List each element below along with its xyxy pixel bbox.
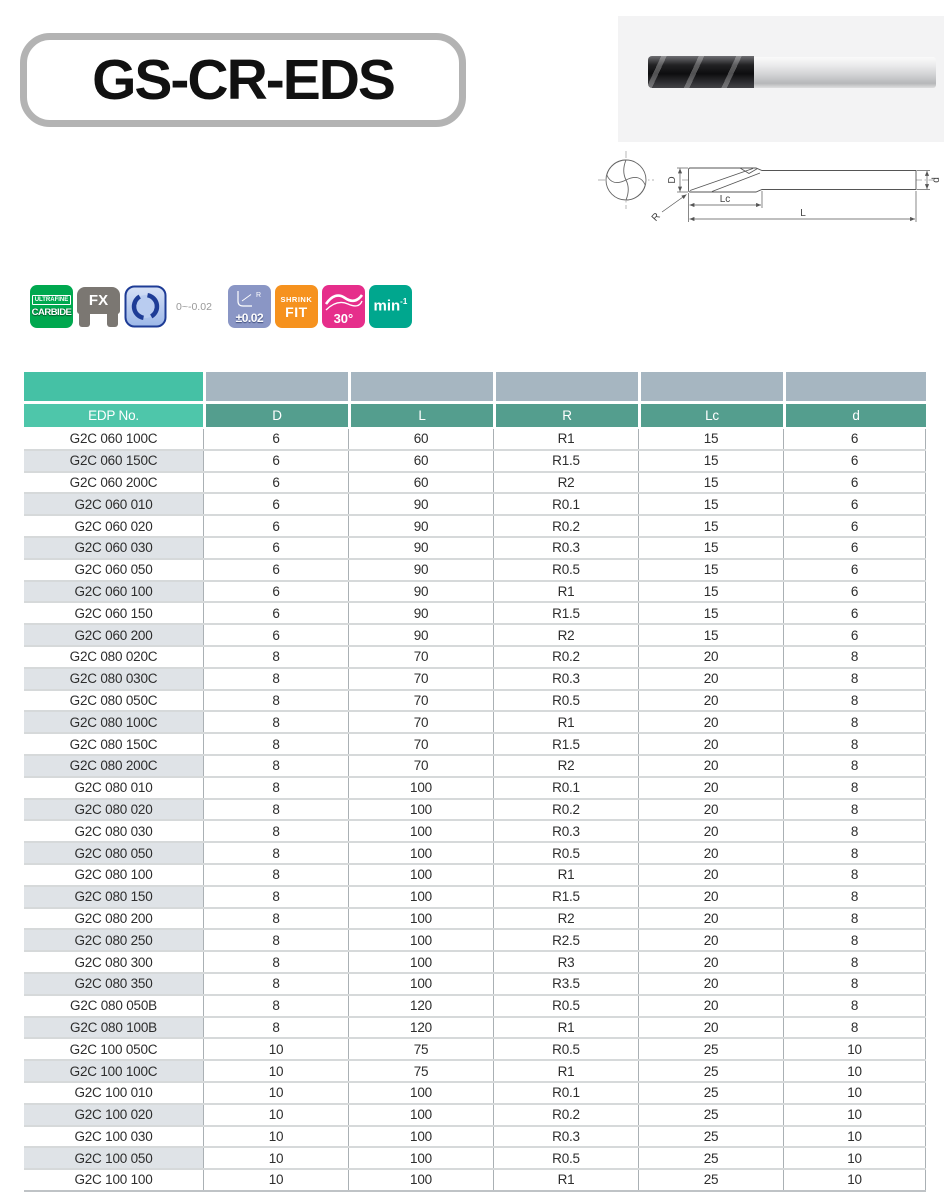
value-cell: 10: [783, 1127, 926, 1147]
value-cell: 100: [348, 909, 493, 929]
value-cell: 6: [783, 494, 926, 514]
value-cell: R1.5: [493, 887, 638, 907]
edp-no-cell: G2C 080 030C: [24, 669, 203, 689]
rpm-icon: [369, 285, 412, 328]
radius-tolerance-icon: [228, 285, 271, 328]
value-cell: 8: [783, 1018, 926, 1038]
value-cell: 15: [638, 451, 783, 471]
edp-no-cell: G2C 080 200: [24, 909, 203, 929]
value-cell: 70: [348, 669, 493, 689]
value-cell: 6: [783, 451, 926, 471]
value-cell: R1: [493, 1170, 638, 1190]
value-cell: 20: [638, 952, 783, 972]
helix-angle-icon: [322, 285, 365, 328]
value-cell: 70: [348, 756, 493, 776]
edp-no-cell: G2C 080 020C: [24, 647, 203, 667]
value-cell: 100: [348, 974, 493, 994]
value-cell: R2: [493, 473, 638, 493]
value-cell: R1.5: [493, 451, 638, 471]
value-cell: R1: [493, 1018, 638, 1038]
value-cell: 6: [203, 625, 348, 645]
value-cell: 75: [348, 1061, 493, 1081]
value-cell: 8: [783, 843, 926, 863]
endmill-flute-image: [648, 56, 754, 88]
value-cell: 8: [783, 800, 926, 820]
value-cell: 10: [783, 1105, 926, 1125]
value-cell: 8: [203, 756, 348, 776]
value-cell: 25: [638, 1061, 783, 1081]
end-view: [598, 151, 654, 209]
header-Lc: Lc: [638, 404, 783, 427]
value-cell: R0.5: [493, 560, 638, 580]
table-row: [24, 778, 926, 800]
table-header-row: [24, 404, 926, 427]
value-cell: 10: [203, 1170, 348, 1190]
value-cell: 8: [783, 865, 926, 885]
feature-icons: [30, 285, 412, 328]
value-cell: 20: [638, 887, 783, 907]
table-row: [24, 996, 926, 1018]
fit-label: FIT: [285, 304, 308, 320]
edp-no-cell: G2C 100 050: [24, 1148, 203, 1168]
value-cell: 100: [348, 778, 493, 798]
value-cell: 25: [638, 1148, 783, 1168]
value-cell: R0.1: [493, 778, 638, 798]
value-cell: 10: [203, 1039, 348, 1059]
value-cell: 8: [203, 974, 348, 994]
edp-no-cell: G2C 060 200: [24, 625, 203, 645]
table-row: [24, 1148, 926, 1170]
table-row: [24, 734, 926, 756]
runout-icon-svg: [124, 285, 167, 328]
value-cell: 6: [203, 560, 348, 580]
edp-no-cell: G2C 080 020: [24, 800, 203, 820]
value-cell: 60: [348, 429, 493, 449]
value-cell: R0.5: [493, 996, 638, 1016]
value-cell: 8: [203, 996, 348, 1016]
table-row: [24, 1083, 926, 1105]
table-row: [24, 538, 926, 560]
dim-label-d: d: [931, 177, 942, 183]
dim-label-D: D: [667, 176, 678, 184]
table-row: [24, 821, 926, 843]
table-row: [24, 887, 926, 909]
value-cell: 20: [638, 712, 783, 732]
ultrafine-carbide-icon: [30, 285, 73, 328]
value-cell: 8: [203, 843, 348, 863]
table-row: [24, 451, 926, 473]
value-cell: 75: [348, 1039, 493, 1059]
table-top-band: [24, 372, 926, 401]
value-cell: 15: [638, 625, 783, 645]
runout-icon: [124, 285, 167, 328]
value-cell: 20: [638, 778, 783, 798]
table-row: [24, 494, 926, 516]
value-cell: 100: [348, 1127, 493, 1147]
value-cell: 100: [348, 930, 493, 950]
value-cell: 8: [203, 1018, 348, 1038]
value-cell: 15: [638, 560, 783, 580]
value-cell: 10: [203, 1105, 348, 1125]
edp-no-cell: G2C 060 150C: [24, 451, 203, 471]
value-cell: R1.5: [493, 734, 638, 754]
value-cell: 6: [203, 473, 348, 493]
table-row: [24, 1039, 926, 1061]
shrink-label: SHRINK: [280, 295, 313, 304]
edp-no-cell: G2C 100 030: [24, 1127, 203, 1147]
value-cell: 6: [203, 582, 348, 602]
table-row: [24, 691, 926, 713]
value-cell: 100: [348, 800, 493, 820]
value-cell: 15: [638, 582, 783, 602]
value-cell: 70: [348, 691, 493, 711]
edp-no-cell: G2C 100 100: [24, 1170, 203, 1190]
value-cell: R0.3: [493, 1127, 638, 1147]
table-row: [24, 712, 926, 734]
value-cell: 8: [783, 691, 926, 711]
product-photo: [618, 16, 944, 142]
value-cell: 20: [638, 821, 783, 841]
value-cell: 90: [348, 516, 493, 536]
edp-no-cell: G2C 080 050C: [24, 691, 203, 711]
table-row: [24, 1127, 926, 1149]
value-cell: 8: [783, 669, 926, 689]
value-cell: 6: [783, 625, 926, 645]
value-cell: 8: [203, 647, 348, 667]
edp-no-cell: G2C 100 020: [24, 1105, 203, 1125]
value-cell: 70: [348, 712, 493, 732]
value-cell: 20: [638, 734, 783, 754]
value-cell: R2.5: [493, 930, 638, 950]
value-cell: 100: [348, 843, 493, 863]
edp-no-cell: G2C 080 100B: [24, 1018, 203, 1038]
value-cell: R0.2: [493, 800, 638, 820]
value-cell: 10: [203, 1148, 348, 1168]
value-cell: 8: [783, 996, 926, 1016]
table-row: [24, 625, 926, 647]
edp-no-cell: G2C 060 100: [24, 582, 203, 602]
edp-no-cell: G2C 080 350: [24, 974, 203, 994]
value-cell: 10: [783, 1061, 926, 1081]
edp-no-cell: G2C 060 050: [24, 560, 203, 580]
value-cell: R1: [493, 1061, 638, 1081]
value-cell: 90: [348, 560, 493, 580]
edp-no-cell: G2C 080 050B: [24, 996, 203, 1016]
edp-no-cell: G2C 080 150C: [24, 734, 203, 754]
edp-no-cell: G2C 080 250: [24, 930, 203, 950]
table-row: [24, 473, 926, 495]
carbide-line2: CARBIDE: [31, 307, 72, 318]
value-cell: 100: [348, 821, 493, 841]
value-cell: 60: [348, 473, 493, 493]
shrink-fit-icon: [275, 285, 318, 328]
radius-tolerance-glyph: [228, 286, 271, 314]
value-cell: 25: [638, 1083, 783, 1103]
fx-icon-leg: [107, 312, 118, 327]
edp-no-cell: G2C 080 200C: [24, 756, 203, 776]
value-cell: 15: [638, 429, 783, 449]
value-cell: 10: [783, 1083, 926, 1103]
value-cell: 20: [638, 1018, 783, 1038]
edp-no-cell: G2C 080 100C: [24, 712, 203, 732]
value-cell: 10: [783, 1039, 926, 1059]
edp-no-cell: G2C 060 030: [24, 538, 203, 558]
value-cell: 10: [783, 1170, 926, 1190]
value-cell: R0.3: [493, 821, 638, 841]
value-cell: 100: [348, 1105, 493, 1125]
value-cell: 10: [203, 1083, 348, 1103]
value-cell: 8: [783, 756, 926, 776]
edp-no-cell: G2C 060 020: [24, 516, 203, 536]
table-row: [24, 1061, 926, 1083]
value-cell: 100: [348, 1148, 493, 1168]
value-cell: 90: [348, 538, 493, 558]
value-cell: 8: [783, 974, 926, 994]
table-row: [24, 865, 926, 887]
value-cell: 100: [348, 1083, 493, 1103]
value-cell: R0.2: [493, 647, 638, 667]
value-cell: 8: [203, 712, 348, 732]
table-row: [24, 756, 926, 778]
header-d: d: [783, 404, 926, 427]
value-cell: 20: [638, 843, 783, 863]
value-cell: 8: [203, 821, 348, 841]
value-cell: 8: [203, 691, 348, 711]
band-cell: [493, 372, 638, 401]
edp-no-cell: G2C 060 200C: [24, 473, 203, 493]
table-row: [24, 647, 926, 669]
value-cell: 70: [348, 734, 493, 754]
value-cell: R0.2: [493, 1105, 638, 1125]
value-cell: 8: [783, 930, 926, 950]
value-cell: 8: [783, 647, 926, 667]
table-row: [24, 560, 926, 582]
table-row: [24, 669, 926, 691]
edp-no-cell: G2C 100 010: [24, 1083, 203, 1103]
runout-tolerance-note: 0~-0.02: [176, 300, 212, 313]
spec-table: [24, 372, 926, 1192]
edp-no-cell: G2C 080 050: [24, 843, 203, 863]
table-row: [24, 516, 926, 538]
value-cell: R1: [493, 429, 638, 449]
band-cell: [348, 372, 493, 401]
table-row: [24, 582, 926, 604]
value-cell: 6: [203, 494, 348, 514]
header-R: R: [493, 404, 638, 427]
tolerance-r-label: R: [255, 292, 261, 299]
dimension-diagram: [594, 142, 944, 234]
value-cell: 6: [783, 516, 926, 536]
value-cell: R0.5: [493, 691, 638, 711]
value-cell: R2: [493, 625, 638, 645]
value-cell: 8: [203, 800, 348, 820]
rpm-label: $\min^{-1}$: [373, 297, 408, 315]
value-cell: R0.3: [493, 669, 638, 689]
table-row: [24, 800, 926, 822]
value-cell: R0.5: [493, 1148, 638, 1168]
value-cell: 6: [783, 538, 926, 558]
carbide-line1: ULTRAFINE: [32, 295, 72, 305]
value-cell: 10: [783, 1148, 926, 1168]
value-cell: R1.5: [493, 603, 638, 623]
value-cell: 20: [638, 691, 783, 711]
value-cell: R0.3: [493, 538, 638, 558]
table-row: [24, 429, 926, 451]
edp-no-cell: G2C 060 150: [24, 603, 203, 623]
value-cell: 8: [203, 865, 348, 885]
value-cell: 6: [203, 429, 348, 449]
value-cell: 6: [783, 473, 926, 493]
edp-no-cell: G2C 080 300: [24, 952, 203, 972]
value-cell: 20: [638, 996, 783, 1016]
value-cell: R0.5: [493, 843, 638, 863]
value-cell: 90: [348, 494, 493, 514]
value-cell: R2: [493, 909, 638, 929]
series-title-box: [20, 33, 466, 127]
value-cell: R0.2: [493, 516, 638, 536]
value-cell: 8: [203, 778, 348, 798]
value-cell: R0.5: [493, 1039, 638, 1059]
endmill-shank-image: [754, 57, 936, 88]
dim-label-L: L: [800, 208, 806, 219]
fx-icon-leg: [79, 312, 90, 327]
value-cell: 15: [638, 494, 783, 514]
edp-no-cell: G2C 060 010: [24, 494, 203, 514]
value-cell: 120: [348, 1018, 493, 1038]
value-cell: 100: [348, 887, 493, 907]
value-cell: 25: [638, 1105, 783, 1125]
band-cell: [203, 372, 348, 401]
table-row: [24, 843, 926, 865]
value-cell: 20: [638, 930, 783, 950]
edp-no-cell: G2C 080 030: [24, 821, 203, 841]
value-cell: 100: [348, 1170, 493, 1190]
table-row: [24, 930, 926, 952]
table-row: [24, 1018, 926, 1040]
value-cell: 10: [203, 1127, 348, 1147]
value-cell: R1: [493, 865, 638, 885]
value-cell: 15: [638, 538, 783, 558]
value-cell: 90: [348, 582, 493, 602]
value-cell: 15: [638, 516, 783, 536]
value-cell: R2: [493, 756, 638, 776]
value-cell: 8: [203, 909, 348, 929]
fx-label: FX: [88, 292, 109, 309]
table-row: [24, 952, 926, 974]
dimension-diagram-svg: [594, 142, 944, 234]
value-cell: 8: [203, 930, 348, 950]
dim-label-R: R: [649, 210, 663, 224]
helix-swoosh: [322, 287, 365, 313]
value-cell: 70: [348, 647, 493, 667]
value-cell: 6: [203, 516, 348, 536]
value-cell: 20: [638, 669, 783, 689]
value-cell: R0.1: [493, 494, 638, 514]
header-L: L: [348, 404, 493, 427]
dim-label-Lc: Lc: [719, 194, 731, 205]
value-cell: 25: [638, 1170, 783, 1190]
edp-no-cell: G2C 060 100C: [24, 429, 203, 449]
value-cell: 8: [783, 778, 926, 798]
band-cell: [638, 372, 783, 401]
table-row: [24, 1170, 926, 1192]
value-cell: 8: [203, 952, 348, 972]
value-cell: 15: [638, 603, 783, 623]
band-cell: [24, 372, 203, 401]
value-cell: 6: [203, 603, 348, 623]
value-cell: 20: [638, 909, 783, 929]
value-cell: 90: [348, 603, 493, 623]
value-cell: 8: [783, 952, 926, 972]
value-cell: 8: [783, 909, 926, 929]
band-cell: [783, 372, 926, 401]
tolerance-value: ±0.02: [235, 311, 264, 325]
fx-coating-icon: [77, 285, 120, 328]
header-edp-no: EDP No.: [24, 404, 203, 427]
table-row: [24, 603, 926, 625]
edp-no-cell: G2C 080 010: [24, 778, 203, 798]
value-cell: 20: [638, 756, 783, 776]
value-cell: 6: [783, 429, 926, 449]
value-cell: 90: [348, 625, 493, 645]
value-cell: 6: [783, 603, 926, 623]
value-cell: 8: [783, 712, 926, 732]
value-cell: 8: [203, 669, 348, 689]
edp-no-cell: G2C 100 050C: [24, 1039, 203, 1059]
value-cell: 8: [783, 887, 926, 907]
value-cell: 100: [348, 865, 493, 885]
side-view: [682, 168, 934, 192]
value-cell: 20: [638, 647, 783, 667]
edp-no-cell: G2C 080 100: [24, 865, 203, 885]
value-cell: 6: [783, 582, 926, 602]
spec-table-body: [24, 429, 926, 1192]
value-cell: 6: [783, 560, 926, 580]
edp-no-cell: G2C 100 100C: [24, 1061, 203, 1081]
value-cell: 10: [203, 1061, 348, 1081]
header-D: D: [203, 404, 348, 427]
edp-no-cell: G2C 080 150: [24, 887, 203, 907]
value-cell: R0.1: [493, 1083, 638, 1103]
value-cell: 120: [348, 996, 493, 1016]
value-cell: 8: [783, 821, 926, 841]
value-cell: 25: [638, 1127, 783, 1147]
value-cell: R1: [493, 582, 638, 602]
value-cell: 8: [783, 734, 926, 754]
helix-angle-value: 30°: [333, 311, 354, 326]
value-cell: 15: [638, 473, 783, 493]
value-cell: R1: [493, 712, 638, 732]
value-cell: 20: [638, 800, 783, 820]
value-cell: R3.5: [493, 974, 638, 994]
fx-icon-body: [77, 287, 120, 314]
table-row: [24, 909, 926, 931]
value-cell: 6: [203, 538, 348, 558]
page-title: GS-CR-EDS: [92, 48, 394, 112]
value-cell: 20: [638, 974, 783, 994]
value-cell: 60: [348, 451, 493, 471]
value-cell: 8: [203, 734, 348, 754]
value-cell: 25: [638, 1039, 783, 1059]
value-cell: 6: [203, 451, 348, 471]
table-row: [24, 1105, 926, 1127]
value-cell: 100: [348, 952, 493, 972]
value-cell: R3: [493, 952, 638, 972]
table-row: [24, 974, 926, 996]
value-cell: 8: [203, 887, 348, 907]
value-cell: 20: [638, 865, 783, 885]
